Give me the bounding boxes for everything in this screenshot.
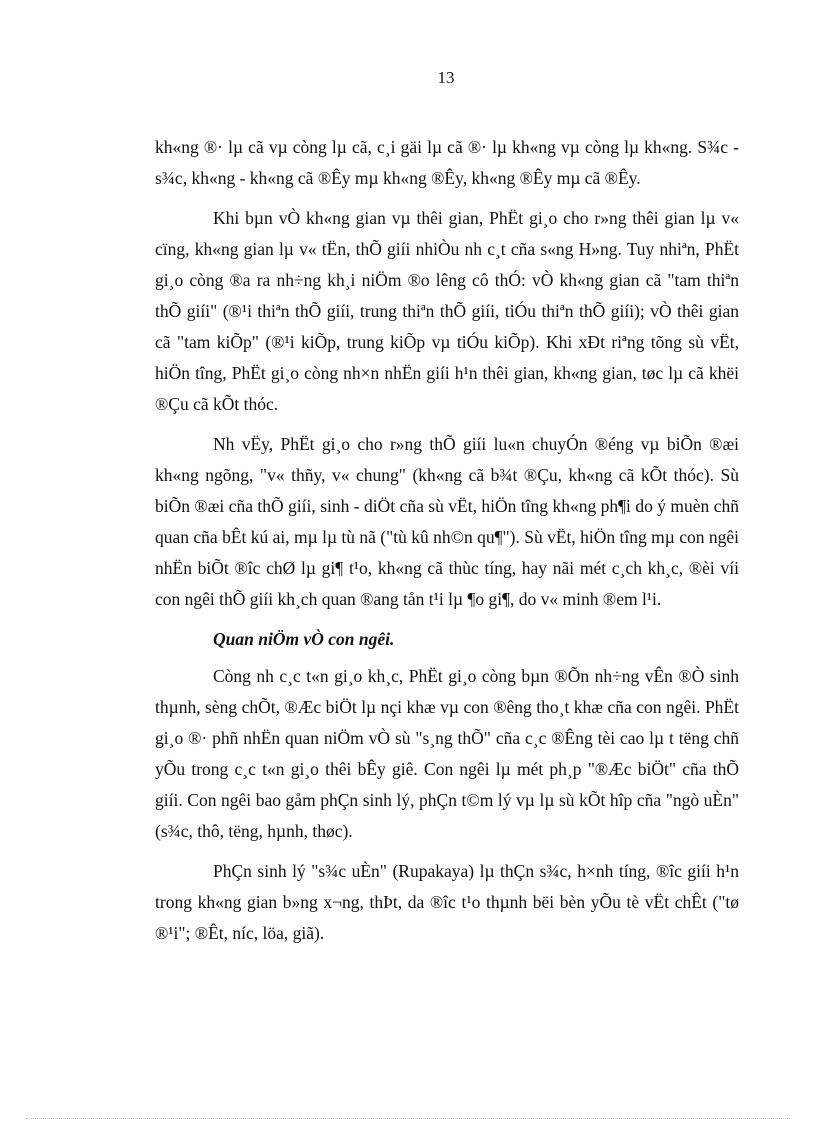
- page-number: 13: [437, 68, 455, 87]
- footer-divider: [26, 1118, 790, 1119]
- section-heading-human: Quan niÖm vÒ con ngêi.: [213, 629, 395, 649]
- paragraph-change: Nh vËy, PhËt gi¸o cho r»ng thÕ giíi lu«n chuyÓn ®éng vµ biÕn ®æi kh«ng ngõng, "v« thñy, v« chung" (kh«ng cã b¾t ®Çu, kh«ng cã kÕt thóc). Sù biÕn ®æi cña thÕ giíi, sinh - diÖt cña sù vËt, hiÖn tîng kh«ng ph¶i do ý muèn chñ quan cña bÊt kú ai, mµ lµ tù nã ("tù kû nh©n qu¶"). Sù vËt, hiÖn tîng mµ con ngêi nhËn biÕt ®îc chØ lµ gi¶ t¹o, kh«ng cã thùc tíng, hay nãi mét c¸ch kh¸c, ®èi víi con ngêi thÕ giíi kh¸ch quan ®ang tån t¹i lµ ¶o gi¶, do v« minh ®em l¹i.: [155, 434, 739, 609]
- document-body: [155, 132, 739, 958]
- paragraph-physical: PhÇn sinh lý "s¾c uÈn" (Rupakaya) lµ thÇn s¾c, h×nh tíng, ®îc giíi h¹n trong kh«ng gian b»ng x¬ng, thÞt, da ®îc t¹o thµnh bëi bèn yÕu tè vËt chÊt ("tø ®¹i"; ®Êt, níc, löa, giã).: [155, 861, 739, 943]
- paragraph-human: Còng nh c¸c t«n gi¸o kh¸c, PhËt gi¸o còng bµn ®Õn nh÷ng vÊn ®Ò sinh thµnh, sèng chÕt, ®Æc biÖt lµ nçi khæ vµ con ®êng tho¸t khæ cña con ngêi. PhËt gi¸o ®· phñ nhËn quan niÖm vÒ sù "s¸ng thÕ" cña c¸c ®Êng tèi cao lµ t tëng chñ yÕu trong c¸c t«n gi¸o thêi bÊy giê. Con ngêi lµ mét ph¸p "®Æc biÖt" cña thÕ giíi. Con ngêi bao gåm phÇn sinh lý, phÇn t©m lý vµ lµ sù kÕt hîp cña "ngò uÈn" (s¾c, thô, tëng, hµnh, thøc).: [155, 666, 739, 841]
- paragraph-continuation: kh«ng ®· lµ cã vµ còng lµ cã, c¸i gäi lµ cã ®· lµ kh«ng vµ còng lµ kh«ng. S¾c - s¾c, kh«ng - kh«ng cã ®Êy mµ kh«ng ®Êy, kh«ng ®Êy mµ cã ®Êy.: [155, 137, 739, 188]
- paragraph-space-time: Khi bµn vÒ kh«ng gian vµ thêi gian, PhËt gi¸o cho r»ng thêi gian lµ v« cïng, kh«ng gian lµ v« tËn, thÕ giíi nhiÒu nh c¸t cña s«ng H»ng. Tuy nhiªn, PhËt gi¸o còng ®a ra nh÷ng kh¸i niÖm ®o lêng cô thÓ: vÒ kh«ng gian cã "tam thiªn thÕ giíi" (®¹i thiªn thÕ giíi, trung thiªn thÕ giíi, tiÓu thiªn thÕ giíi); vÒ thêi gian cã "tam kiÕp" (®¹i kiÕp, trung kiÕp vµ tiÓu kiÕp). Khi xÐt riªng tõng sù vËt, hiÖn tîng, PhËt gi¸o còng nh×n nhËn giíi h¹n thêi gian, kh«ng gian, tøc lµ cã khëi ®Çu cã kÕt thóc.: [155, 208, 739, 414]
